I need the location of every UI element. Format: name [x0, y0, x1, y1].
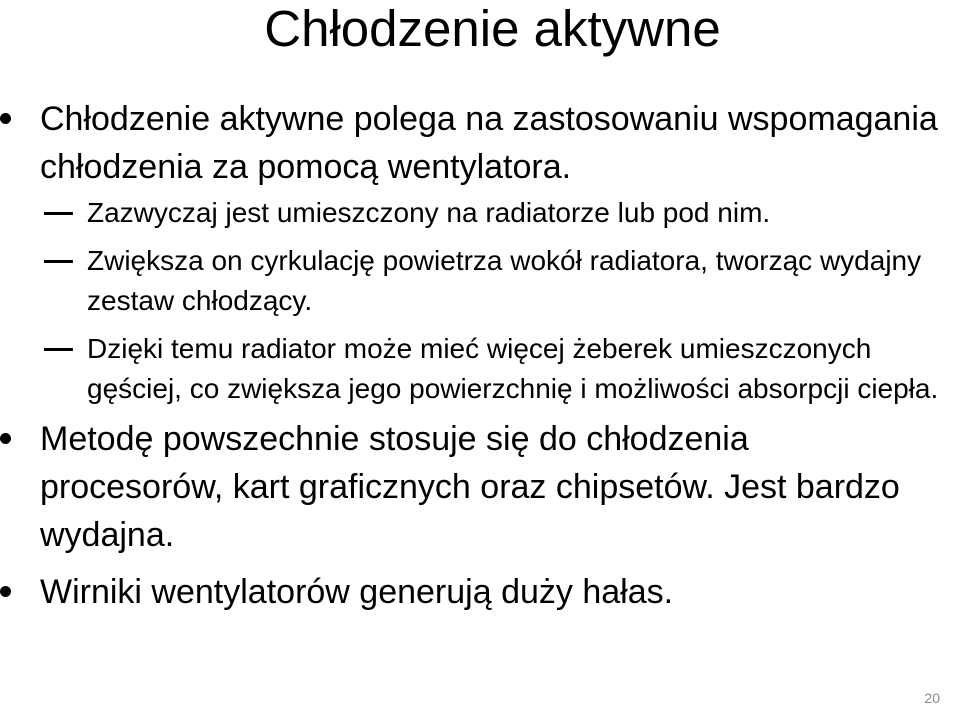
sub-bullet-item [0, 193, 960, 233]
sub-bullet-text: Zazwyczaj jest umieszczony na radiatorze lub pod nim. [87, 197, 771, 228]
sub-bullet-item [0, 329, 960, 409]
sub-bullet-text: Dzięki temu radiator może mieć więcej żeberek umieszczonych gęściej, co zwiększa jego powierzchnię i możliwości absorpcji ciepła. [87, 333, 939, 404]
bullet-item [0, 568, 960, 616]
bullet-text: Chłodzenie aktywne polega na zastosowaniu wspomagania chłodzenia za pomocą wentylatora. [40, 100, 938, 186]
bullet-item [0, 415, 960, 559]
dash-icon [44, 348, 73, 351]
slide-title: Chłodzenie aktywne [264, 0, 721, 57]
page-number: 20 [924, 690, 940, 706]
bullet-item [0, 95, 960, 191]
dash-icon [44, 212, 73, 215]
bullet-dot-icon [0, 113, 11, 124]
sub-bullet-text: Zwiększa on cyrkulację powietrza wokół radiatora, tworząc wydajny zestaw chłodzący. [87, 245, 922, 316]
bullet-list [0, 95, 960, 616]
sub-bullet-item [0, 241, 960, 321]
bullet-dot-icon [0, 586, 11, 597]
bullet-text: Wirniki wentylatorów generują duży hałas. [40, 573, 674, 611]
bullet-dot-icon [0, 433, 11, 444]
dash-icon [44, 260, 73, 263]
bullet-text: Metodę powszechnie stosuje się do chłodzenia procesorów, kart graficznych oraz chipsetów. Jest bardzo wydajna. [40, 420, 900, 554]
